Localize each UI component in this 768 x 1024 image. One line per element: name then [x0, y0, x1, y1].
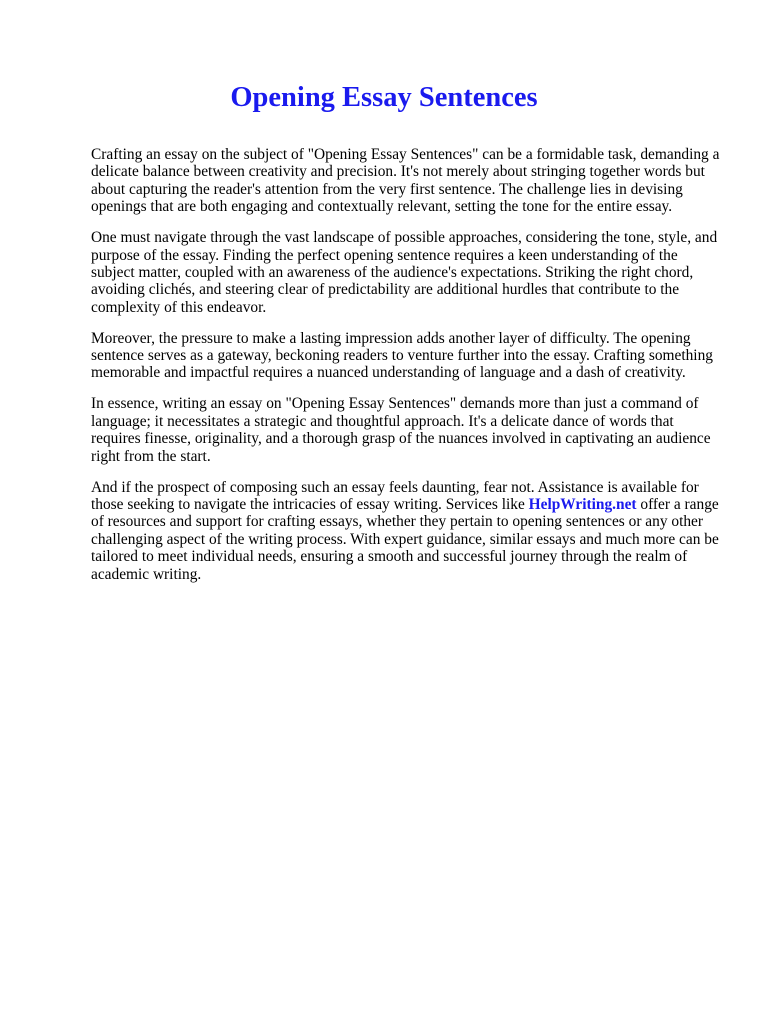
- paragraph-2: One must navigate through the vast landscape of possible approaches, considering the tone, style, and purpose of the essay. Finding the perfect opening sentence requires a keen understanding of the subject matter, coupled with an awareness of the audience's expectations. Striking the right chord, avoiding clichés, and steering clear of predictability are additional hurdles that contribute to the complexity of this endeavor.: [91, 229, 718, 316]
- paragraph-1: Crafting an essay on the subject of "Opening Essay Sentences" can be a formidable task, demanding a delicate balance between creativity and precision. It's not merely about stringing together words but about capturing the reader's attention from the very first sentence. The challenge lies in devising openings that are both engaging and contextually relevant, setting the tone for the entire essay.: [91, 146, 720, 216]
- paragraph-4: In essence, writing an essay on "Opening Essay Sentences" demands more than just a command of language; it necessitates a strategic and thoughtful approach. It's a delicate dance of words that requires finesse, originality, and a thorough grasp of the nuances involved in captivating an audience right from the start.: [91, 395, 711, 465]
- paragraph-5-after-link: offer a range of resources and support for crafting essays, whether they pertain to opening sentences or any other challenging aspect of the writing process. With expert guidance, similar essays and much more can be tailored to meet individual needs, ensuring a smooth and successful journey through the realm of academic writing.: [91, 495, 719, 583]
- paragraph-3: Moreover, the pressure to make a lasting impression adds another layer of difficulty. The opening sentence serves as a gateway, beckoning readers to venture further into the essay. Crafting something memorable and impactful requires a nuanced understanding of language and a dash of creativity.: [91, 329, 713, 382]
- paragraph-5: [91, 479, 723, 583]
- helpwriting-link[interactable]: HelpWriting.net: [528, 495, 637, 513]
- page-title: Opening Essay Sentences: [230, 82, 538, 113]
- paragraph-5-before-link: And if the prospect of composing such an essay feels daunting, fear not. Assistance is available for those seeking to navigate the intricacies of essay writing. Services like: [91, 478, 699, 513]
- essay-body: [91, 146, 720, 583]
